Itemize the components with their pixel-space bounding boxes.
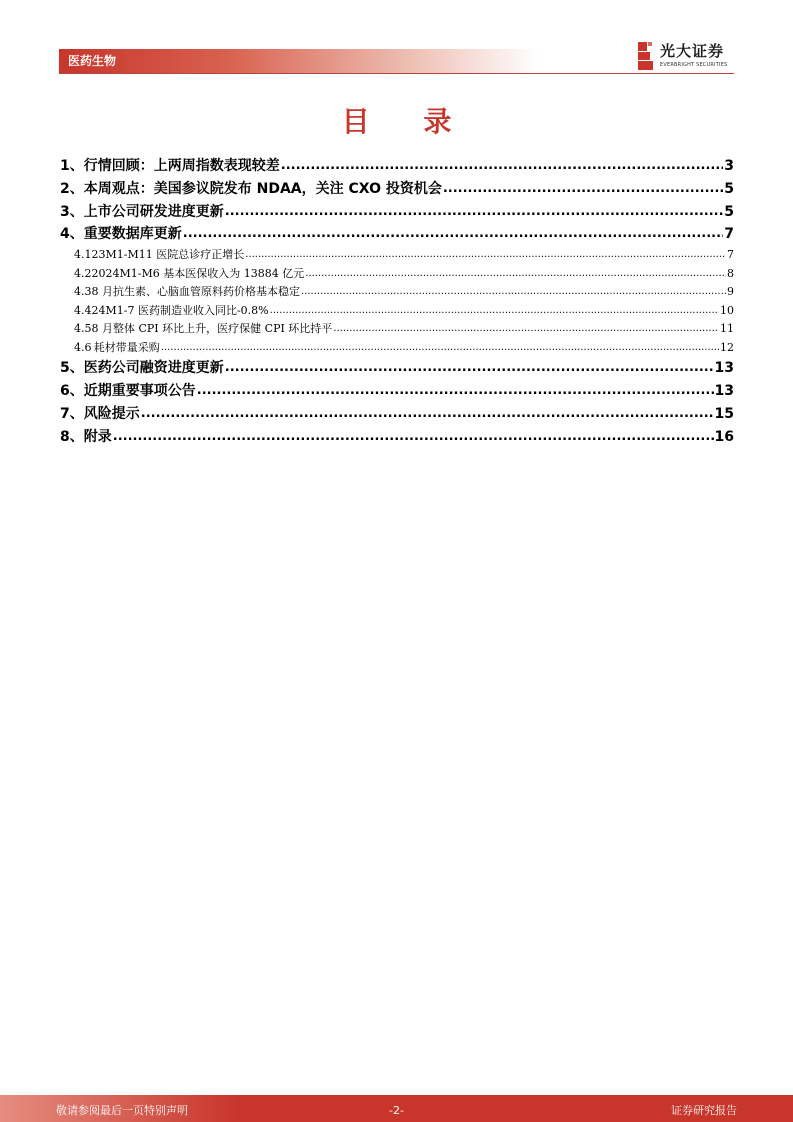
toc-entry-number: 1、 bbox=[60, 158, 84, 174]
toc-entry-page: 7 bbox=[724, 226, 734, 243]
toc-entry-number: 3、 bbox=[60, 203, 84, 220]
toc-entry[interactable] bbox=[60, 246, 734, 265]
toc-entry-title: 风险提示 bbox=[83, 405, 140, 422]
toc-entry-number: 8、 bbox=[60, 428, 84, 445]
toc-entry-title: 附录 bbox=[83, 428, 112, 445]
header-section-label: 医药生物 bbox=[68, 54, 117, 68]
toc-entry-number: 4.3 bbox=[74, 285, 92, 299]
toc-entry-page: 15 bbox=[714, 405, 734, 422]
footer-disclaimer: 敬请参阅最后一页特别声明 bbox=[56, 1104, 188, 1117]
toc-entry[interactable] bbox=[60, 357, 734, 380]
toc-entry-page: 9 bbox=[727, 285, 734, 299]
toc-entry[interactable] bbox=[60, 403, 734, 426]
toc-entry[interactable] bbox=[60, 178, 734, 201]
toc-entry-title: 8 月抗生素、心脑血管原料药价格基本稳定 bbox=[91, 285, 300, 299]
toc-dot-leader bbox=[245, 246, 726, 265]
toc-entry-number: 4.6 bbox=[74, 340, 92, 354]
toc-dot-leader bbox=[301, 283, 726, 302]
logo-text-cn: 光大证券 bbox=[660, 42, 725, 60]
footer-report-type: 证券研究报告 bbox=[671, 1104, 737, 1117]
toc-dot-leader bbox=[270, 302, 719, 321]
toc-entry-page: 3 bbox=[724, 158, 734, 174]
toc-entry-title: 重要数据库更新 bbox=[83, 226, 182, 243]
toc-entry[interactable] bbox=[60, 223, 734, 246]
toc-entry-title: 23M1-M11 医院总诊疗正增长 bbox=[91, 248, 245, 262]
toc-entry-page: 5 bbox=[724, 180, 734, 197]
toc-dot-leader bbox=[197, 380, 714, 403]
toc-entry-title: 24M1-7 医药制造业收入同比-0.8% bbox=[91, 303, 269, 317]
toc-entry-title: 行情回顾：上两周指数表现较差 bbox=[83, 158, 280, 174]
table-of-contents bbox=[60, 155, 734, 448]
toc-dot-leader bbox=[333, 320, 719, 339]
toc-entry-page: 5 bbox=[724, 203, 734, 220]
toc-dot-leader bbox=[113, 426, 714, 449]
toc-entry-number: 5、 bbox=[60, 360, 84, 377]
toc-entry-number: 4.1 bbox=[74, 248, 92, 262]
toc-dot-leader bbox=[183, 223, 724, 246]
toc-entry-number: 4.4 bbox=[74, 303, 92, 317]
toc-entry-title: 8 月整体 CPI 环比上升，医疗保健 CPI 环比持平 bbox=[91, 322, 333, 336]
toc-entry-number: 2、 bbox=[60, 180, 84, 197]
toc-entry-page: 7 bbox=[727, 248, 734, 262]
toc-entry-title: 本周观点：美国参议院发布 NDAA，关注 CXO 投资机会 bbox=[83, 180, 442, 197]
toc-entry[interactable] bbox=[60, 320, 734, 339]
toc-title: 目 录 bbox=[341, 105, 474, 138]
toc-entry-title: 近期重要事项公告 bbox=[83, 382, 196, 399]
header-band bbox=[59, 49, 539, 73]
logo-text-en: EVERBRIGHT SECURITIES bbox=[660, 62, 728, 68]
toc-dot-leader bbox=[225, 201, 724, 224]
toc-entry-page: 12 bbox=[720, 340, 734, 354]
toc-entry-number: 4.5 bbox=[74, 322, 92, 336]
toc-entry-title: 2024M1-M6 基本医保收入为 13884 亿元 bbox=[91, 266, 305, 280]
toc-entry-number: 4.2 bbox=[74, 266, 92, 280]
toc-dot-leader bbox=[141, 403, 714, 426]
toc-entry-title: 耗材带量采购 bbox=[93, 340, 160, 354]
toc-entry[interactable] bbox=[60, 339, 734, 358]
toc-entry[interactable] bbox=[60, 265, 734, 284]
page-number: -2- bbox=[389, 1104, 404, 1117]
everbright-logo-icon bbox=[636, 41, 656, 71]
toc-entry[interactable] bbox=[60, 155, 734, 178]
toc-entry[interactable] bbox=[60, 380, 734, 403]
toc-entry[interactable] bbox=[60, 201, 734, 224]
toc-entry-page: 13 bbox=[714, 360, 734, 377]
toc-dot-leader bbox=[305, 265, 726, 284]
toc-entry-number: 7、 bbox=[60, 405, 84, 422]
brand-logo bbox=[636, 41, 736, 73]
toc-dot-leader bbox=[161, 339, 719, 358]
toc-entry-number: 6、 bbox=[60, 382, 84, 399]
toc-entry-page: 11 bbox=[720, 322, 734, 336]
toc-dot-leader bbox=[443, 178, 723, 201]
toc-entry[interactable] bbox=[60, 302, 734, 321]
toc-entry-page: 10 bbox=[720, 303, 734, 317]
toc-entry-number: 4、 bbox=[60, 226, 84, 243]
toc-entry-page: 8 bbox=[727, 266, 734, 280]
toc-dot-leader bbox=[281, 155, 724, 178]
toc-dot-leader bbox=[225, 357, 714, 380]
toc-entry-page: 13 bbox=[714, 382, 734, 399]
toc-entry[interactable] bbox=[60, 283, 734, 302]
toc-entry-title: 上市公司研发进度更新 bbox=[83, 203, 224, 220]
toc-entry-title: 医药公司融资进度更新 bbox=[83, 360, 224, 377]
toc-entry-page: 16 bbox=[714, 428, 734, 445]
header-divider bbox=[59, 73, 734, 74]
toc-entry[interactable] bbox=[60, 426, 734, 449]
